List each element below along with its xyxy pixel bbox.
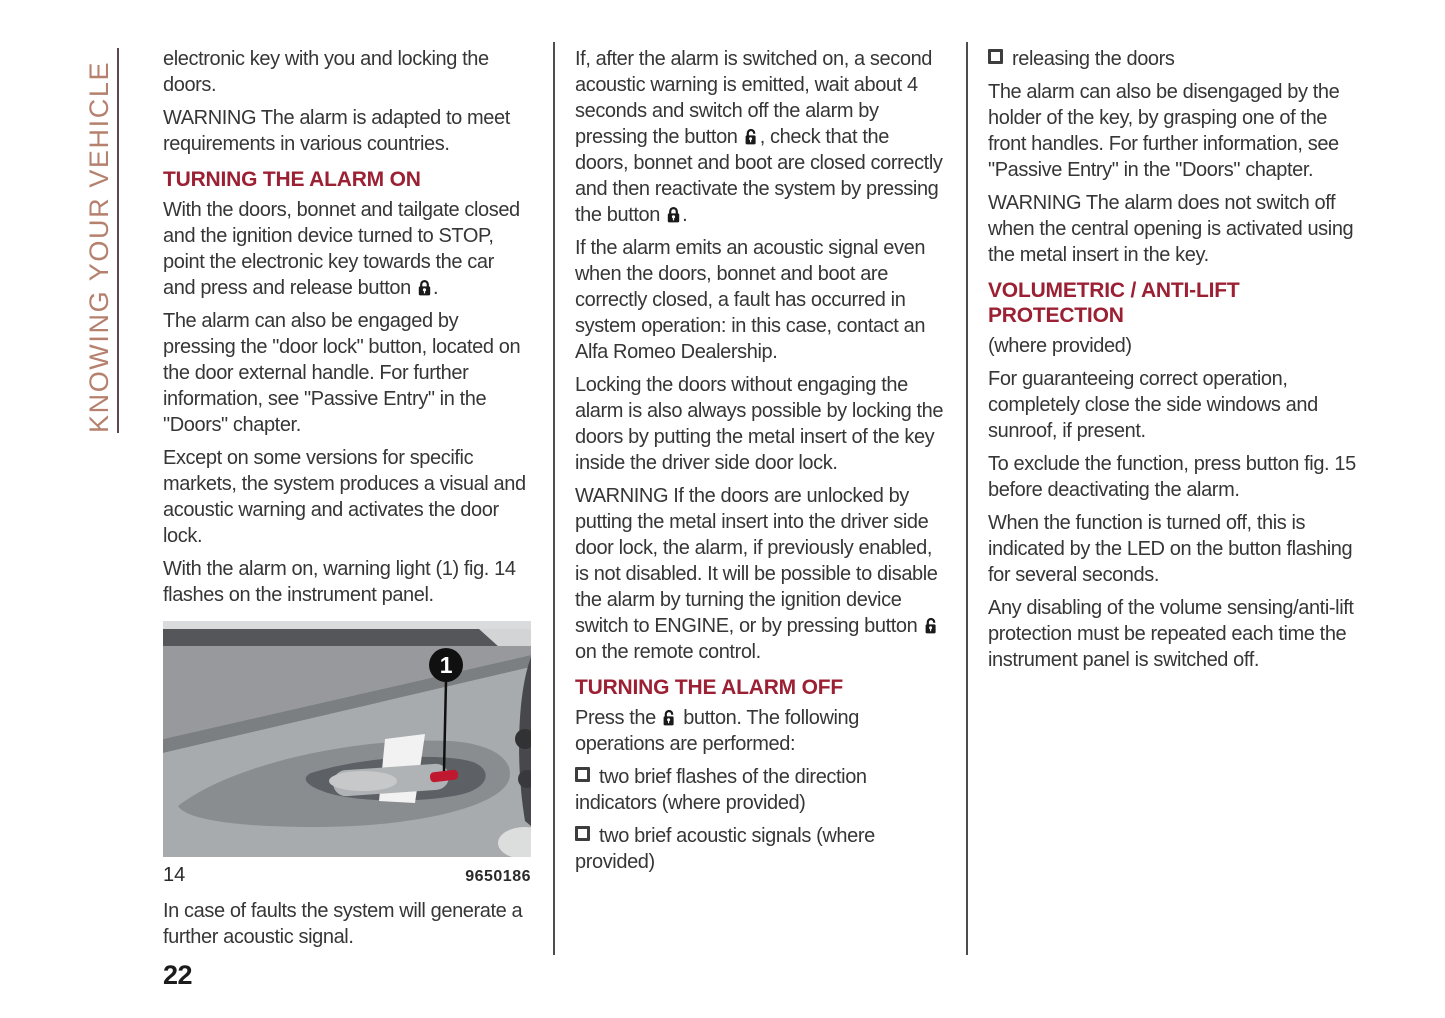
bullet-item: two brief flashes of the direction indicators (where provided)	[575, 766, 867, 814]
column-divider-1	[553, 42, 555, 955]
column-divider-2	[966, 42, 968, 955]
lock-open-icon	[924, 617, 939, 634]
paragraph: Any disabling of the volume sensing/anti-lift protection must be repeated each time the instrument panel is switched off.	[988, 597, 1354, 671]
figure-code: 9650186	[465, 868, 531, 885]
paragraph: With the alarm on, warning light (1) fig. 14 flashes on the instrument panel.	[163, 558, 516, 606]
column-3	[988, 46, 1362, 680]
paragraph: Press the button. The following operations are performed:	[575, 707, 860, 755]
paragraph: The alarm can also be engaged by pressing the "door lock" button, located on the door external handle. For further information, see "Passive Entry" in the "Doors" chapter.	[163, 310, 521, 436]
warning-paragraph: WARNING The alarm does not switch off when the central opening is activated using the metal insert in the key.	[988, 192, 1354, 266]
paragraph: If the alarm emits an acoustic signal even when the doors, bonnet and boot are correctly closed, a fault has occurred in system operation: in this case, contact an Alfa Romeo Dealership.	[575, 237, 926, 363]
figure-caption	[163, 862, 531, 890]
square-bullet-icon	[575, 826, 590, 841]
paragraph: Except on some versions for specific markets, the system produces a visual and acoustic warning and activates the door lock.	[163, 447, 526, 547]
bullet-item: releasing the doors	[988, 46, 1362, 72]
section-heading-turning-alarm-on: TURNING THE ALARM ON	[163, 168, 421, 191]
paragraph: If, after the alarm is switched on, a second acoustic warning is emitted, wait about 4 seconds and switch off the alarm by pressing the button , check that the doors, bonnet and boot are closed correctly and then reactivate the system by pressing the button .	[575, 48, 943, 226]
column-1	[163, 46, 531, 957]
lock-closed-icon	[666, 206, 681, 223]
paragraph: Locking the doors without engaging the alarm is also always possible by locking the doors by putting the metal insert of the key inside the driver side door lock.	[575, 374, 944, 474]
warning-paragraph: WARNING If the doors are unlocked by putting the metal insert into the driver side door lock, the alarm, if previously enabled, is not disabled. It will be possible to disable the alarm by turning the ignition device switch to ENGINE, or by pressing button on the remote control.	[575, 485, 938, 663]
section-heading-turning-alarm-off: TURNING THE ALARM OFF	[575, 676, 843, 699]
sidebar-rule	[117, 48, 119, 433]
paragraph: electronic key with you and locking the doors.	[163, 48, 489, 96]
paragraph: When the function is turned off, this is indicated by the LED on the button flashing for several seconds.	[988, 512, 1353, 586]
window-sill-strip	[163, 629, 531, 646]
paragraph: In case of faults the system will generate a further acoustic signal.	[163, 900, 523, 948]
section-heading-volumetric-protection: VOLUMETRIC / ANTI-LIFT PROTECTION	[988, 279, 1240, 327]
bullet-item: two brief acoustic signals (where provided)	[575, 825, 875, 873]
lock-closed-icon	[417, 279, 432, 296]
paragraph: For guaranteeing correct operation, completely close the side windows and sunroof, if present.	[988, 368, 1318, 442]
chapter-title-vertical: KNOWING YOUR VEHICLE	[84, 60, 114, 433]
paragraph: With the doors, bonnet and tailgate closed and the ignition device turned to STOP, point the electronic key towards the car and press and release button .	[163, 199, 520, 299]
column-2	[575, 46, 947, 882]
lock-open-icon	[662, 709, 677, 726]
square-bullet-icon	[575, 767, 590, 782]
page-number: 22	[163, 960, 193, 990]
paragraph: (where provided)	[988, 335, 1132, 357]
paragraph: The alarm can also be disengaged by the holder of the key, by grasping one of the front handles. For further information, see "Passive Entry" in the "Doors" chapter.	[988, 81, 1340, 181]
warning-paragraph: WARNING The alarm is adapted to meet requirements in various countries.	[163, 107, 510, 155]
square-bullet-icon	[988, 49, 1003, 64]
figure-number: 14	[163, 864, 186, 886]
door-panel-illustration	[163, 621, 531, 857]
paragraph: To exclude the function, press button fig. 15 before deactivating the alarm.	[988, 453, 1356, 501]
lock-open-icon	[744, 128, 759, 145]
callout-number: 1	[439, 652, 453, 678]
figure-door-panel	[163, 621, 531, 890]
